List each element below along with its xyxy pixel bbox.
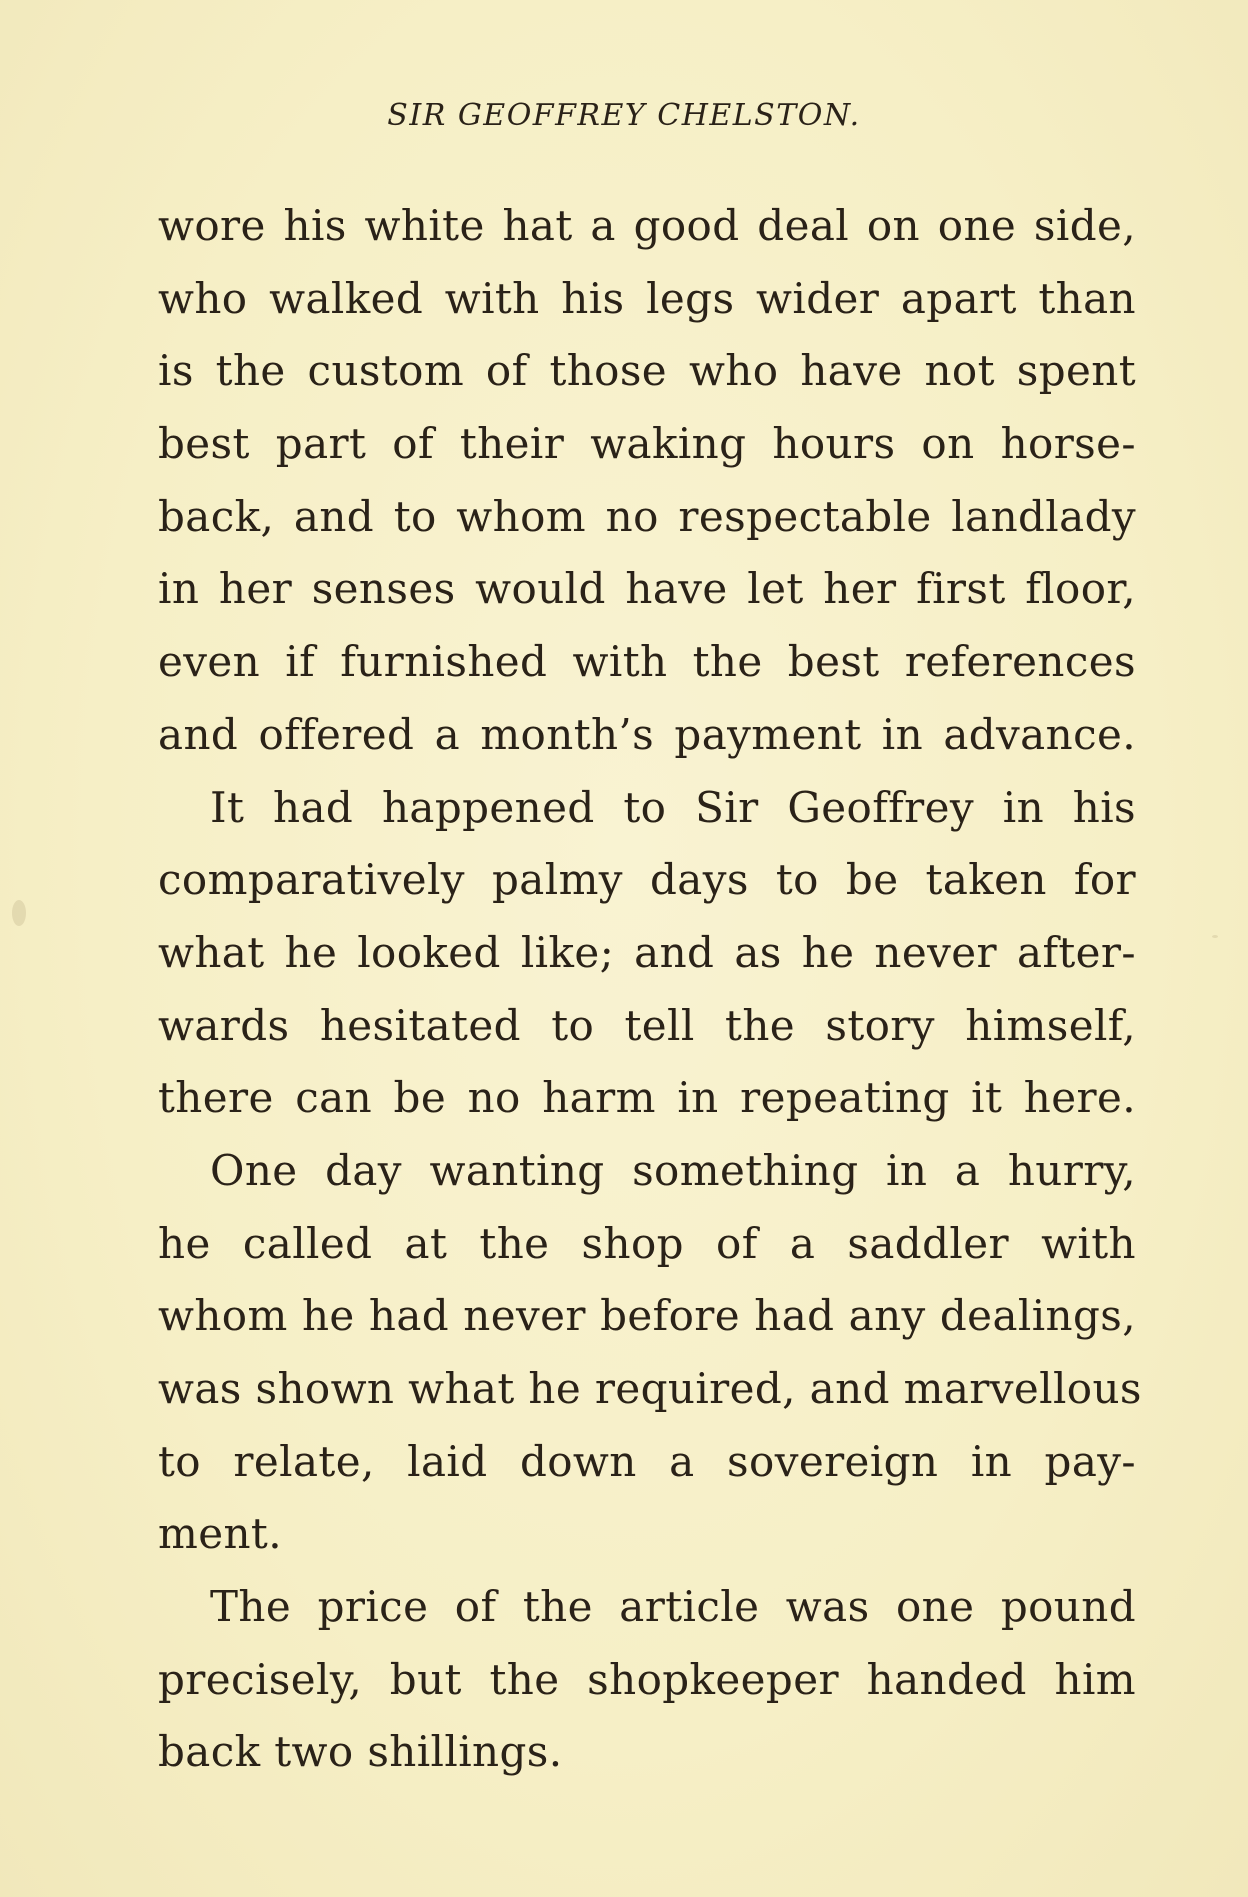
text-line: comparatively palmy days to be taken for [158,855,1136,905]
text-line: there can be no harm in repeating it here. [158,1073,1136,1123]
text-line: to relate, laid down a sovereign in pay- [158,1436,1136,1486]
text-line: even if furnished with the best references [158,637,1136,687]
text-line: back two shillings. [158,1727,563,1777]
text-line: wards hesitated to tell the story himself, [158,1000,1136,1050]
text-line: who walked with his legs wider apart than [158,273,1136,323]
text-line: The price of the article was one pound [210,1582,1136,1632]
text-line: precisely, but the shopkeeper handed him [158,1654,1136,1704]
text-line: in her senses would have let her first floor, [158,564,1136,614]
body-text [158,190,1142,1789]
text-line: ment. [158,1509,282,1559]
text-line: back, and to whom no respectable landlady [158,491,1136,541]
text-line: and offered a month’s payment in advance. [158,709,1136,759]
text-line: whom he had never before had any dealings, [158,1291,1136,1341]
text-line: It had happened to Sir Geoffrey in his [210,782,1136,832]
paper-speck [12,900,26,926]
paper-speck [1212,935,1218,938]
text-line: is the custom of those who have not spent [158,346,1136,396]
running-title: SIR GEOFFREY CHELSTON. [387,98,861,133]
text-line: he called at the shop of a saddler with [158,1218,1136,1268]
text-line: One day wanting something in a hurry, [210,1145,1136,1195]
text-line: was shown what he required, and marvellous [158,1364,1142,1413]
text-line: best part of their waking hours on horse- [158,419,1136,469]
text-line: wore his white hat a good deal on one side, [158,201,1136,250]
text-line: what he looked like; and as he never after- [158,927,1136,977]
